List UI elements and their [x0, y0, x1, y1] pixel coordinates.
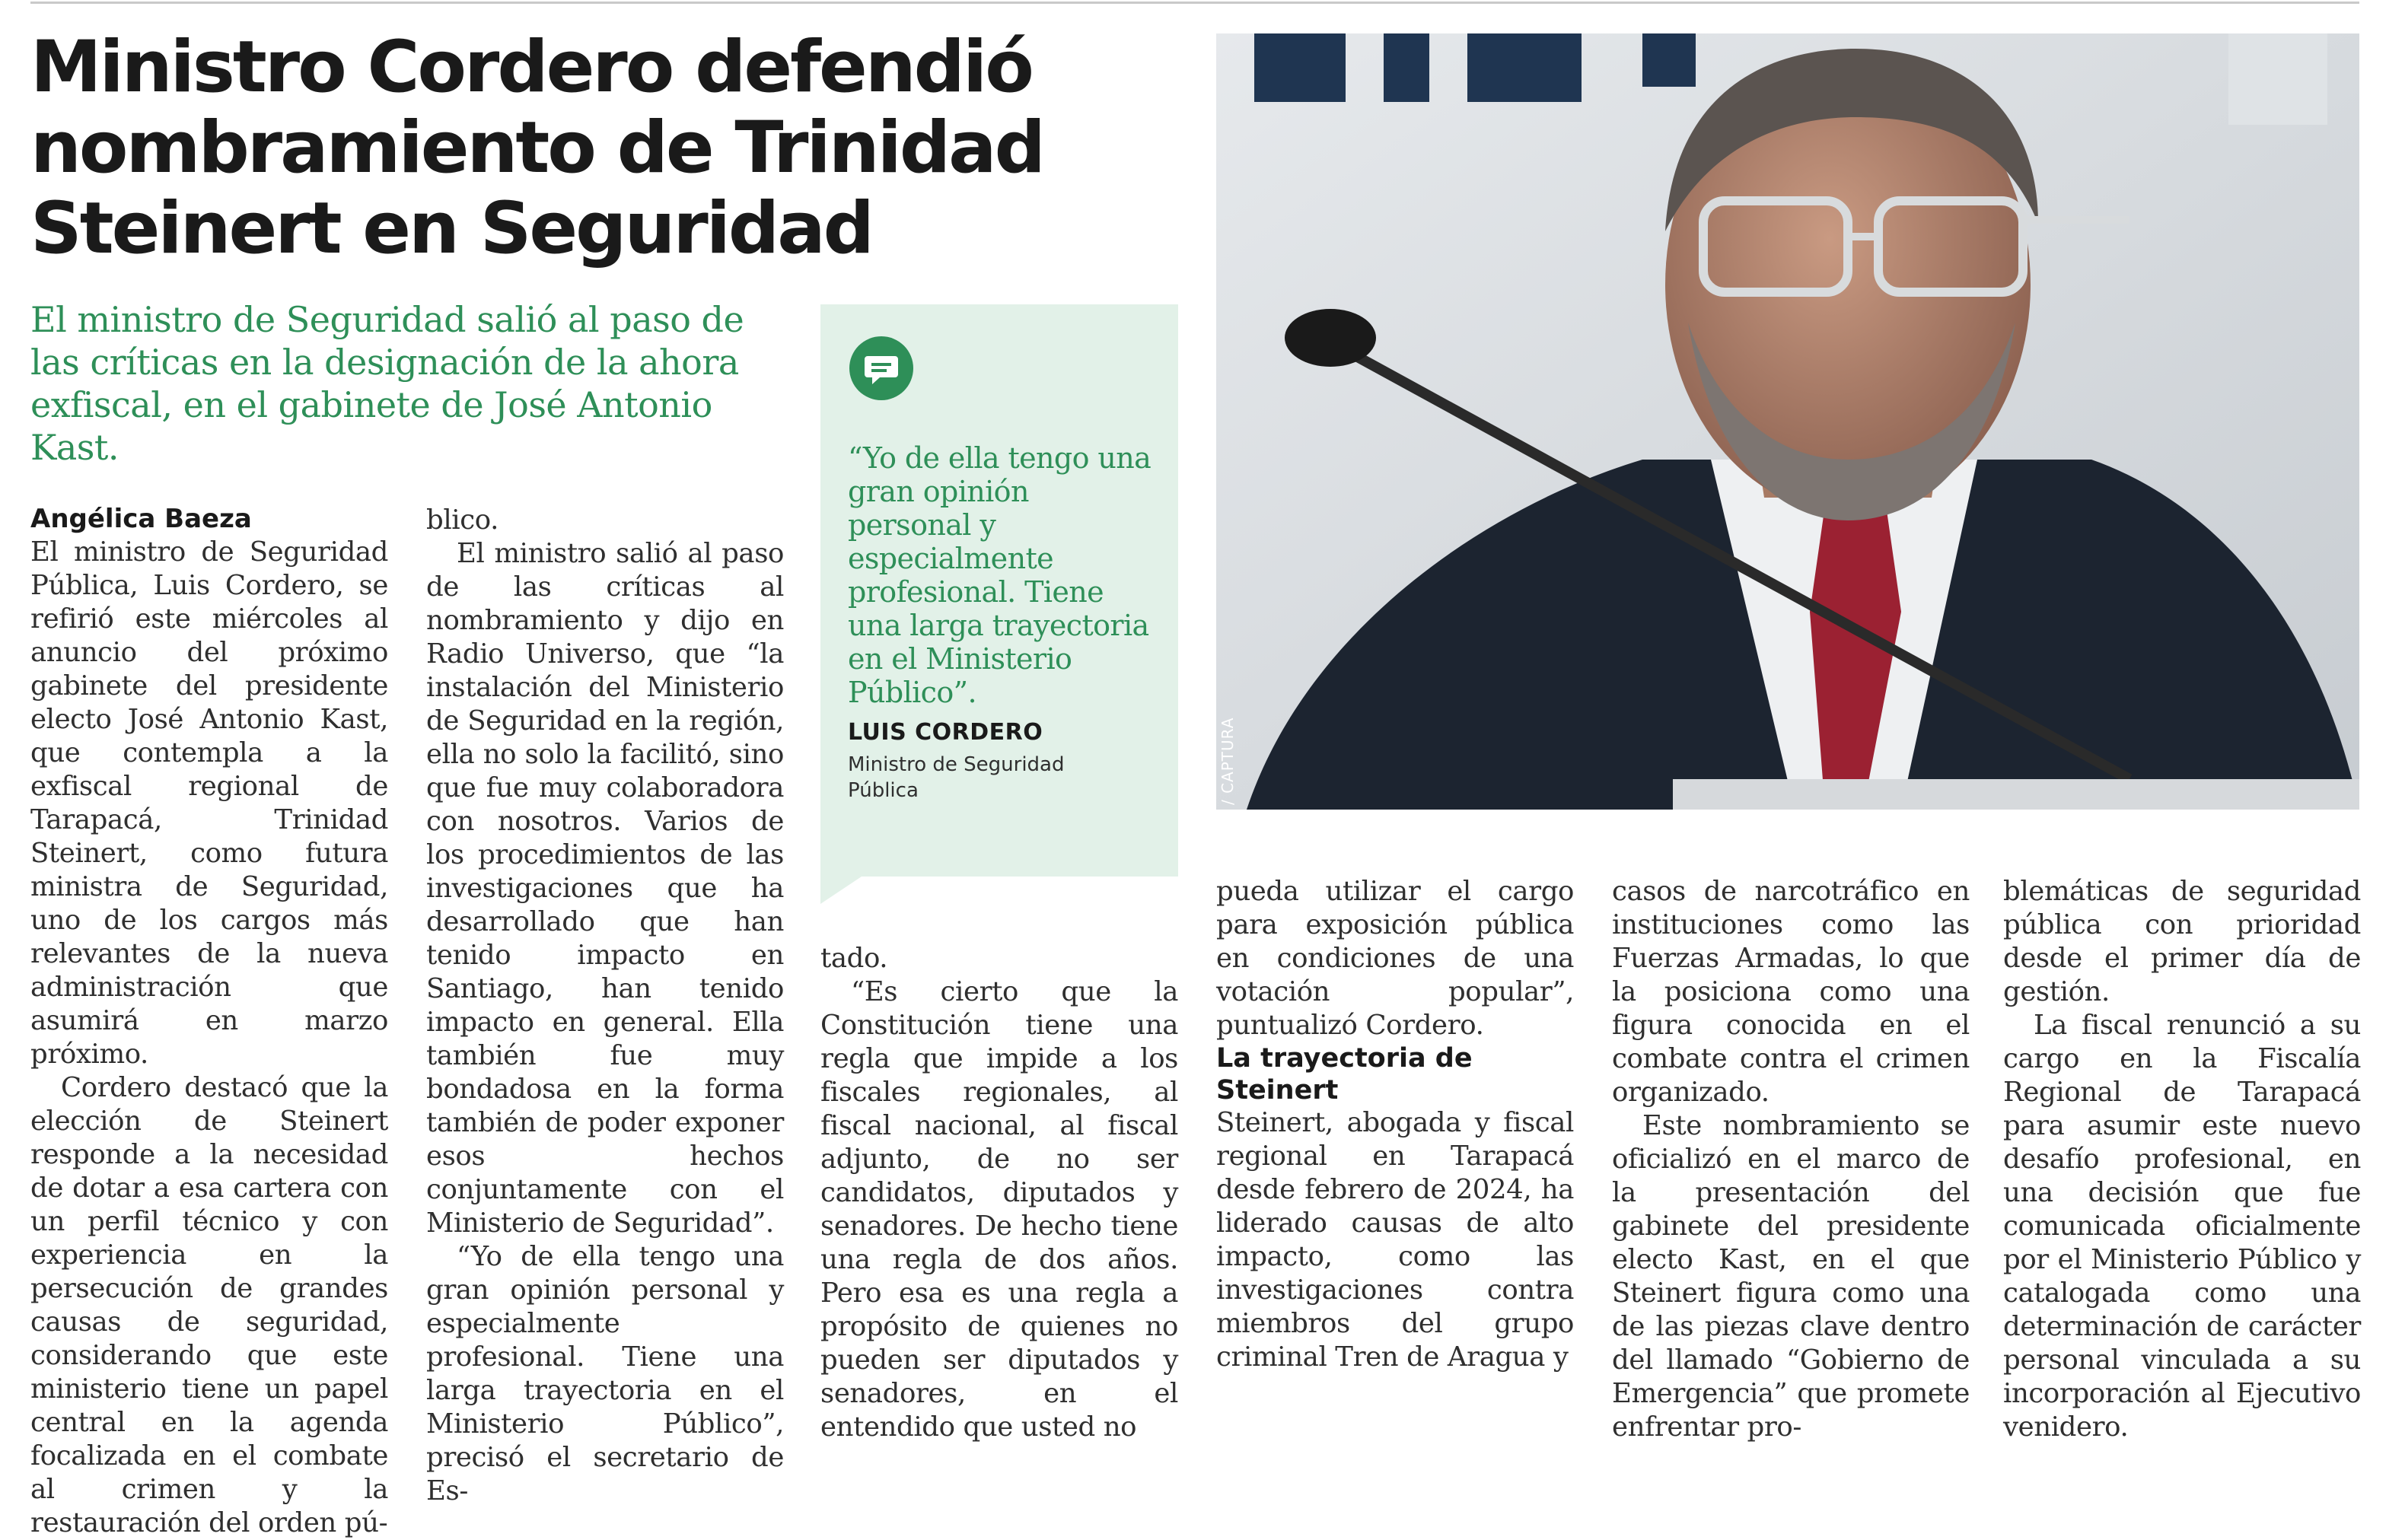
pull-quote-box: [820, 304, 1178, 877]
news-photo: [1216, 33, 2359, 810]
body-column-1: [30, 502, 388, 1540]
photo-credit: [1218, 692, 1238, 807]
paragraph: casos de narcotráfico en instituciones como las Fuerzas Armadas, lo que la posiciona como una figura conocida en el combate contra el crimen organizado.: [1612, 876, 1970, 1108]
paragraph: El ministro salió al paso de las críticas al nombramiento y dijo en Radio Universo, que “la instalación del Ministerio de Seguridad en la región, ella no solo la facilitó, sino que fue muy colaboradora con nosotros. Varios de los procedimientos de las investigaciones que ha desarrollado que han tenido impacto en Santiago, han tenido impacto en general. Ella también fue muy bondadosa en la forma también de poder exponer esos hechos conjuntamente con el Ministerio de Seguridad”.: [426, 538, 784, 1239]
photo-credit-text: / CAPTURA: [1218, 717, 1237, 805]
speech-bubble-icon: [849, 336, 913, 400]
paragraph: “Yo de ella tengo una gran opinión personal y especialmente profesional. Tiene una larga trayectoria en el Ministerio Público”, precisó el secretario de Es-: [426, 1241, 784, 1507]
paragraph: “Es cierto que la Constitución tiene una regla que impide a los fiscales regionales, al fiscal nacional, al fiscal adjunto, de no ser candidatos, diputados y senadores. De hecho tiene una regla de dos años. Pero esa es una regla a propósito de quienes no pueden ser diputados y senadores, en el entendido que usted no: [820, 976, 1178, 1443]
paragraph: Steinert, abogada y fiscal regional en Tarapacá desde febrero de 2024, ha liderado causas de alto impacto, como las investigaciones contra miembros del grupo criminal Tren de Aragua y: [1216, 1107, 1574, 1373]
paragraph: blico.: [426, 504, 499, 536]
paragraph: El ministro de Seguridad Pública, Luis Cordero, se refirió este miércoles al anuncio del próximo gabinete del presidente electo José Antonio Kast, que contempla a la exfiscal regional de Tarapacá, Trinidad Steinert, como futura ministra de Seguridad, uno de los cargos más relevantes de la nueva administración que asumirá en marzo próximo.: [30, 536, 388, 1070]
quote-author-role: Ministro de Seguridad Pública: [848, 753, 1065, 802]
photo-illustration: [1216, 33, 2359, 810]
top-rule: [30, 2, 2359, 4]
paragraph: tado.: [820, 943, 888, 974]
headline: Ministro Cordero defendió nombramiento de Trinidad Steinert en Seguridad: [30, 26, 1043, 270]
byline: Angélica Baeza: [30, 504, 252, 534]
body-column-2: [426, 504, 784, 1508]
paragraph: Cordero destacó que la elección de Steinert responde a la necesidad de dotar a esa cartera con un perfil técnico y con experiencia en la persecución de grandes causas de seguridad, considerando que este ministerio tiene un papel central en la agenda focalizada en el combate al crimen y la restauración del orden pú-: [30, 1072, 388, 1538]
body-column-6: [2003, 875, 2361, 1444]
section-subhead: La trayectoria de Steinert: [1216, 1043, 1473, 1106]
body-column-4: [1216, 875, 1574, 1374]
deck-subtitle: El ministro de Seguridad salió al paso de las críticas en la designación de la ahora exfiscal, en el gabinete de José Antonio Kast.: [30, 299, 744, 468]
paragraph: La fiscal renunció a su cargo en la Fiscalía Regional de Tarapacá para asumir este nuevo desafío profesional, en una decisión que fue comunicada oficialmente por el Ministerio Público y catalogada como una determinación de carácter personal vinculada a su incorporación al Ejecutivo venidero.: [2003, 1010, 2361, 1443]
paragraph: blemáticas de seguridad pública con prioridad desde el primer día de gestión.: [2003, 876, 2361, 1007]
body-column-3: [820, 942, 1178, 1444]
quote-author-name: LUIS CORDERO: [848, 719, 1043, 746]
paragraph: pueda utilizar el cargo para exposición pública en condiciones de una votación popular”, puntualizó Cordero.: [1216, 876, 1574, 1041]
pull-quote-tail: [820, 873, 866, 904]
body-column-5: [1612, 875, 1970, 1444]
paragraph: Este nombramiento se oficializó en el marco de la presentación del gabinete del presidente electo Kast, en el que Steinert figura como una de las piezas clave dentro del llamado “Gobierno de Emergencia” que promete enfrentar pro-: [1612, 1110, 1970, 1443]
pull-quote-text: “Yo de ella tengo una gran opinión personal y especialmente profesional. Tiene una larga trayectoria en el Ministerio Público”.: [848, 441, 1152, 709]
